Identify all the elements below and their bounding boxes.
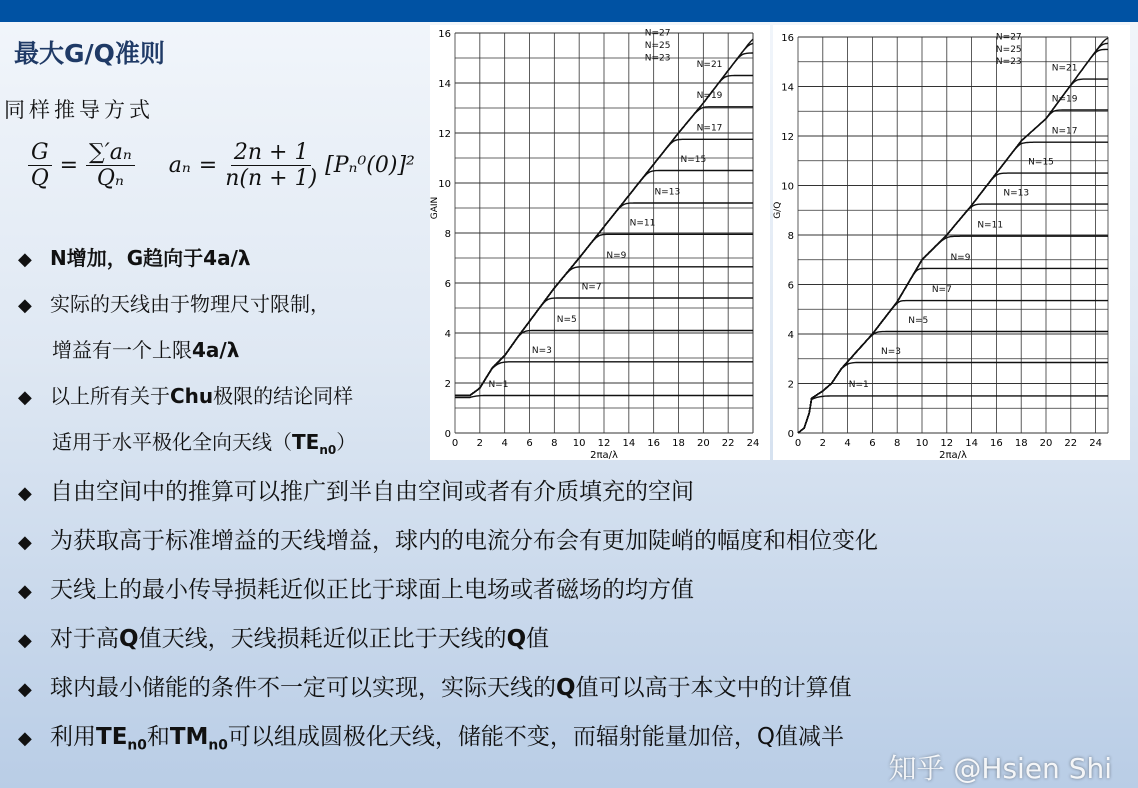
diamond-bullet-icon: ◆ <box>18 483 32 504</box>
watermark: 知乎 @Hsien Shi <box>888 752 1112 785</box>
x-tick-label: 2 <box>819 438 826 449</box>
bullet-text: 利用 <box>50 724 96 750</box>
x-tick-label: 10 <box>915 438 929 449</box>
bullet-bold: Q <box>119 626 139 652</box>
bullet-text: 天线上的最小传导损耗近似正比于球面上电场或者磁场的均方值 <box>50 577 694 603</box>
series-label: N=9 <box>606 251 627 261</box>
diamond-bullet-icon: ◆ <box>18 295 32 316</box>
series-label: N=1 <box>848 380 869 391</box>
y-tick-label: 4 <box>787 330 794 341</box>
y-tick-label: 2 <box>444 379 451 390</box>
y-tick-label: 12 <box>438 129 451 140</box>
series-label: N=27 <box>644 28 671 39</box>
x-tick-label: 18 <box>1014 438 1028 449</box>
series-line-N-13 <box>798 204 1108 433</box>
bullet-bold: TE <box>292 430 320 454</box>
series-label: N=7 <box>931 284 952 295</box>
bullet-bold: 4a/λ <box>203 246 251 270</box>
y-tick-label: 2 <box>787 379 794 391</box>
series-label: N=21 <box>696 59 723 70</box>
y-tick-label: 16 <box>438 29 451 40</box>
equals: = <box>198 153 218 178</box>
series-label: N=7 <box>581 282 602 293</box>
frac-num: ∑′aₙ <box>86 140 135 166</box>
bullet-text: 以上所有关于 <box>50 384 170 408</box>
y-tick-label: 6 <box>787 280 794 292</box>
series-label: N=23 <box>644 53 671 64</box>
diamond-bullet-icon: ◆ <box>18 387 32 408</box>
series-label: N=1 <box>488 379 509 390</box>
bullet-bold: Q <box>506 626 527 652</box>
frac-den: n(n + 1) <box>225 166 318 191</box>
bullet-text: 值 <box>526 626 550 652</box>
series-label: N=23 <box>995 57 1022 68</box>
x-tick-label: 18 <box>672 438 685 449</box>
series-label: N=13 <box>654 187 681 198</box>
bullet-text: N增加，G趋向于 <box>50 246 204 270</box>
series-label: N=19 <box>1051 94 1078 105</box>
diamond-bullet-icon: ◆ <box>18 728 32 749</box>
x-tick-label: 24 <box>1089 438 1102 449</box>
an-fraction <box>225 140 317 191</box>
subscript: n0 <box>127 737 147 754</box>
series-label: N=11 <box>977 220 1004 231</box>
series-label: N=15 <box>1028 157 1054 168</box>
x-tick-label: 16 <box>990 438 1003 449</box>
series-label: N=25 <box>995 44 1022 55</box>
sum-fraction <box>86 140 135 191</box>
x-tick-label: 20 <box>696 438 710 449</box>
x-tick-label: 0 <box>794 438 802 449</box>
y-tick-label: 0 <box>444 429 451 440</box>
bullet-text: 值天线，天线损耗近似正比于天线的 <box>138 626 507 652</box>
bullet-text: 为获取高于标准增益的天线增益，球内的电流分布会有更加陡峭的幅度和相位变化 <box>50 528 878 554</box>
bullet-text: 极限的结论同样 <box>213 384 354 408</box>
bullet-bottom-1 <box>18 473 694 506</box>
bullet-bottom-6 <box>18 718 844 754</box>
x-tick-label: 12 <box>597 438 611 449</box>
bullet-bold: TE <box>96 724 128 750</box>
series-label: N=17 <box>1051 126 1078 137</box>
series-label: N=13 <box>1003 188 1030 199</box>
series-label: N=3 <box>531 346 552 356</box>
y-tick-label: 10 <box>438 179 451 190</box>
series-line-N-3 <box>798 363 1108 434</box>
y-tick-label: 14 <box>438 79 451 90</box>
series-line-N-5 <box>798 332 1108 434</box>
y-tick-label: 8 <box>444 229 451 240</box>
diamond-bullet-icon: ◆ <box>18 679 32 700</box>
bullet-text: ） <box>336 430 357 454</box>
bullet-text: 值可以高于本文中的计算值 <box>575 675 852 701</box>
y-tick-label: 16 <box>781 33 794 44</box>
x-tick-label: 8 <box>551 438 558 449</box>
gq-fraction <box>28 140 52 191</box>
bullet-left-3-cont <box>52 426 356 457</box>
y-axis-label: GAIN <box>430 196 440 220</box>
top-bar <box>0 0 1138 22</box>
series-line-N-1 <box>798 396 1108 433</box>
bullet-text: 对于高 <box>50 626 119 652</box>
series-line-N-11 <box>798 236 1108 433</box>
series-label: N=9 <box>950 252 971 263</box>
frac-num: 2n + 1 <box>231 140 312 166</box>
frac-den: Qₙ <box>96 166 124 191</box>
bullet-left-2 <box>18 288 330 317</box>
diamond-bullet-icon: ◆ <box>18 532 32 553</box>
diamond-bullet-icon: ◆ <box>18 249 32 270</box>
bullet-text: 自由空间中的推算可以推广到半自由空间或者有介质填充的空间 <box>50 479 694 505</box>
bullet-text: 可以组成圆极化天线，储能不变，而辐射能量加倍，Q值减半 <box>227 724 844 750</box>
bullet-left-3 <box>18 380 353 409</box>
y-tick-label: 0 <box>787 429 794 440</box>
slide-title: 最大G/Q准则 <box>14 39 165 68</box>
bullet-bold: Chu <box>170 384 214 408</box>
gq-chart <box>773 25 1130 460</box>
gain-chart <box>430 25 770 460</box>
x-tick-label: 22 <box>721 438 735 449</box>
x-tick-label: 14 <box>965 438 978 449</box>
x-tick-label: 8 <box>894 438 901 449</box>
y-tick-label: 12 <box>781 132 794 143</box>
diamond-bullet-icon: ◆ <box>18 630 32 651</box>
series-label: N=19 <box>696 91 723 101</box>
x-tick-label: 10 <box>572 438 586 449</box>
series-label: N=17 <box>696 123 723 134</box>
equals: = <box>59 153 79 178</box>
x-tick-label: 24 <box>746 438 760 449</box>
series-label: N=5 <box>908 315 929 326</box>
bullet-text: 球内最小储能的条件不一定可以实现，实际天线的 <box>50 675 556 701</box>
bullet-bold: TM <box>169 724 209 750</box>
series-label: N=25 <box>644 41 671 51</box>
an-symbol: aₙ <box>168 153 191 178</box>
bullet-left-2-cont <box>52 334 239 363</box>
x-tick-label: 12 <box>940 438 954 449</box>
series-label: N=27 <box>995 32 1022 43</box>
series-line-N-15 <box>798 173 1108 433</box>
bullet-text: 实际的天线由于物理尺寸限制， <box>50 292 330 316</box>
y-tick-label: 14 <box>781 82 794 94</box>
legendre-term: [Pₙ⁰(0)]² <box>325 153 415 178</box>
bullet-bottom-5 <box>18 669 852 702</box>
x-tick-label: 0 <box>451 438 459 449</box>
x-tick-label: 6 <box>869 438 876 449</box>
frac-den: Q <box>30 166 49 191</box>
x-tick-label: 4 <box>844 438 851 449</box>
bullet-bottom-4 <box>18 620 549 653</box>
x-tick-label: 20 <box>1039 438 1053 449</box>
bullet-text: 适用于水平极化全向天线（ <box>52 430 292 454</box>
subtitle: 同样推导方式 <box>4 98 154 122</box>
x-axis-label: 2πa/λ <box>939 450 967 460</box>
series-label: N=3 <box>881 346 901 357</box>
series-label: N=11 <box>629 218 656 229</box>
subscript: n0 <box>208 737 228 754</box>
x-tick-label: 4 <box>501 438 508 449</box>
bullet-text: 增益有一个上限 <box>52 338 192 362</box>
bullet-bottom-2 <box>18 522 878 555</box>
diamond-bullet-icon: ◆ <box>18 581 32 602</box>
x-tick-label: 2 <box>476 438 484 449</box>
y-axis-label: G/Q <box>773 201 783 219</box>
subscript: n0 <box>319 443 337 457</box>
y-tick-label: 10 <box>781 181 794 193</box>
x-tick-label: 16 <box>647 438 661 449</box>
x-axis-label: 2πa/λ <box>590 450 618 460</box>
x-tick-label: 6 <box>526 438 533 449</box>
formula <box>28 140 415 191</box>
y-tick-label: 8 <box>787 231 794 242</box>
series-line-N-23 <box>798 49 1108 433</box>
y-tick-label: 4 <box>444 329 451 340</box>
series-line-N-19 <box>798 110 1108 433</box>
bullet-text: 和 <box>146 724 170 750</box>
bullet-left-1 <box>18 242 251 271</box>
frac-num: G <box>28 140 52 166</box>
series-label: N=15 <box>680 154 707 165</box>
x-tick-label: 22 <box>1064 438 1078 449</box>
y-tick-label: 6 <box>444 279 451 290</box>
series-label: N=5 <box>556 314 577 325</box>
bullet-bold: 4a/λ <box>192 338 240 362</box>
x-tick-label: 14 <box>622 438 636 449</box>
bullet-bottom-3 <box>18 571 694 604</box>
series-label: N=21 <box>1051 63 1078 74</box>
bullet-bold: Q <box>556 675 576 701</box>
